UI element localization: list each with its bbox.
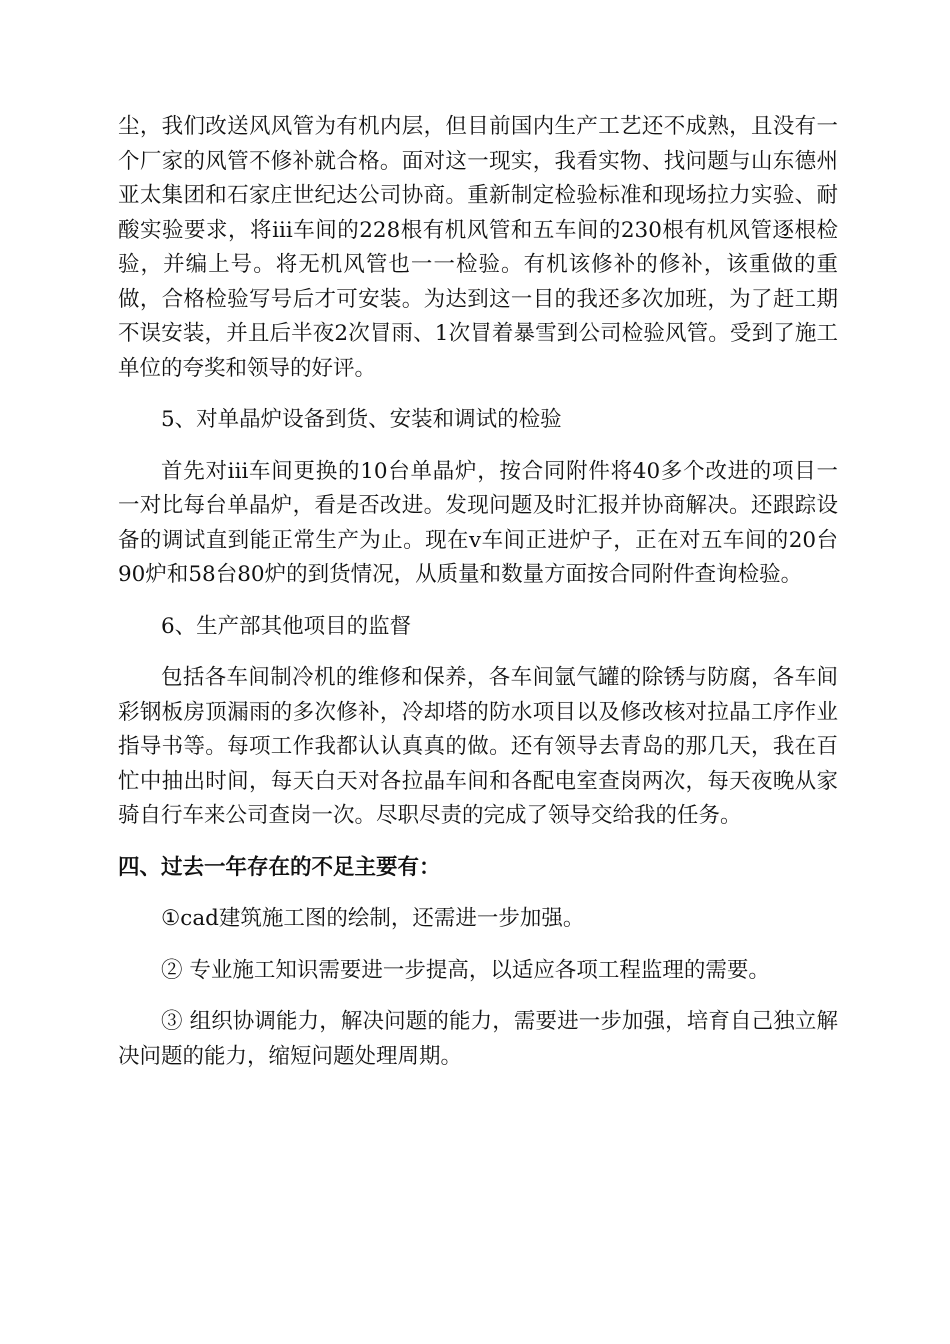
paragraph-other-projects: 包括各车间制冷机的维修和保养，各车间氩气罐的除锈与防腐，各车间彩钢板房顶漏雨的多次修补，冷却塔的防水项目以及修改核对拉晶工序作业指导书等。每项工作我都认认真真的做。还有领导去青岛的那几天，我在百忙中抽出时间，每天白天对各拉晶车间和各配电室查岗两次，每天夜晚从家骑自行车来公司查岗一次。尽职尽责的完成了领导交给我的任务。 <box>118 665 838 828</box>
paragraph-air-duct-inspection: 尘，我们改送风风管为有机内层，但目前国内生产工艺还不成熟，且没有一个厂家的风管不修补就合格。面对这一现实，我看实物、找问题与山东德州亚太集团和石家庄世纪达公司协商。重新制定检验标准和现场拉力实验、耐酸实验要求，将iii车间的228根有机风管和五车间的230根有机风管逐根检验，并编上号。将无机风管也一一检验。有机该修补的修补，该重做的重做，合格检验写号后才可安装。为达到这一目的我还多次加班，为了赶工期不误安装，并且后半夜2次冒雨、1次冒着暴雪到公司检验风管。受到了施工单位的夸奖和领导的好评。 <box>118 114 838 381</box>
subheading-other-projects: 6、生产部其他项目的监督 <box>161 613 412 639</box>
shortcoming-item-3: ③ 组织协调能力，解决问题的能力，需要进一步加强，培育自己独立解决问题的能力，缩短问题处理周期。 <box>118 1009 838 1069</box>
subheading-crystal-furnace-inspection: 5、对单晶炉设备到货、安装和调试的检验 <box>161 407 562 432</box>
section-heading-shortcomings: 四、过去一年存在的不足主要有： <box>118 854 441 880</box>
paragraph-crystal-furnace-inspection: 首先对iii车间更换的10台单晶炉，按合同附件将40多个改进的项目一一对比每台单晶炉，看是否改进。发现问题及时汇报并协商解决。还跟踪设备的调试直到能正常生产为止。现在v车间正进炉子，正在对五车间的20台90炉和58台80炉的到货情况，从质量和数量方面按合同附件查询检验。 <box>118 458 838 587</box>
shortcoming-item-1: ①cad建筑施工图的绘制，还需进一步加强。 <box>161 906 585 931</box>
document-body <box>118 110 838 1074</box>
shortcoming-item-2: ② 专业施工知识需要进一步提高，以适应各项工程监理的需要。 <box>161 957 770 983</box>
